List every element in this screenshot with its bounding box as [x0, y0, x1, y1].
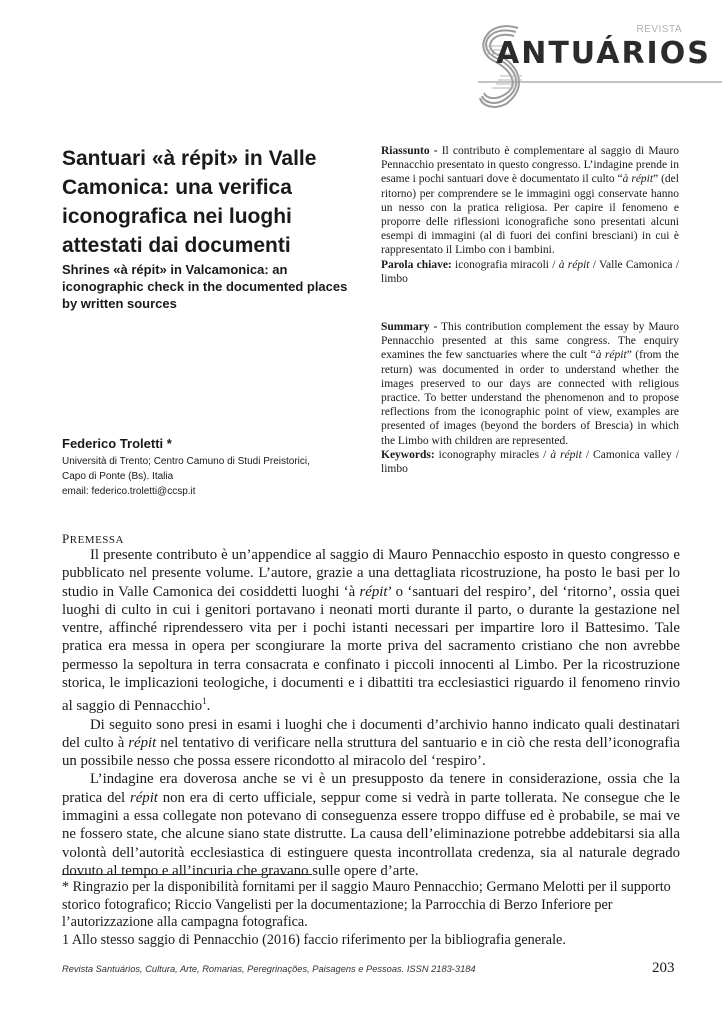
body-paragraph — [62, 770, 680, 880]
riassunto-label: Riassunto - — [381, 145, 438, 157]
abstract-text: This contribution complement the essay by Mauro Pennacchio presented at this same congress. The enquiry examines the few sanctuaries where the cult “ — [381, 321, 679, 362]
abstract-text: ” (del ritorno) per comprendere se le immagini oggi conservate hanno un nesso con la pratica religiosa. Per capire il fenomeno e proporre delle riflessioni iconografiche sono presentati alcuni esempi di immagini (al di fuori dei confini bresciani) in cui è rappresentato il Limbo con i bambini. — [381, 173, 679, 257]
text-run: Il presente contributo è un’appendice al saggio di Mauro Pennacchio esposto in questo congresso e pubblicato nel presente volume. L’autore, grazie a una dettagliata ricostruzione, ha posto le basi per lo studio in Valle Camonica dei cosiddetti luoghi ‘à — [62, 547, 680, 600]
text-italic: répit — [129, 789, 158, 806]
summary-label: Summary - — [381, 321, 438, 333]
text-run: non era di certo ufficiale, seppur come si vedrà in parte tollerata. Ne consegue che le immagini a essa collegate non potevano di conseguenza essere troppo diffuse ed è probabile, se mai ve ne fossero state, che alcune siano state distrutte. La causa dell’eliminazione potrebbe addebitarsi sia alla volontà dell’autorità ecclesiastica di estinguere questa incontrollata credenza, sia al naturale degrado dovuto al tempo e all’incuria che gravano sulle opere d’arte. — [62, 789, 680, 879]
footnote-1: 1 Allo stesso saggio di Pennacchio (2016) faccio riferimento per la bibliografia generale. — [62, 931, 566, 948]
text-italic: répit — [359, 583, 388, 600]
author-email: email: federico.troletti@ccsp.it — [62, 486, 196, 497]
section-heading — [62, 531, 124, 547]
text-run: . — [206, 698, 211, 715]
keywords-text: iconography miracles / — [434, 448, 551, 461]
keywords-label: Parola chiave: — [381, 258, 452, 271]
affiliation-line: Università di Trento; Centro Camuno di Studi Preistorici, — [62, 456, 310, 467]
logo-revista-label: REVISTA — [636, 24, 682, 35]
footnote-divider — [62, 874, 312, 875]
running-footer: Revista Santuários, Cultura, Arte, Romarias, Peregrinações, Paisagens e Pessoas. ISSN 2183-3184 — [62, 964, 476, 974]
body-text — [62, 546, 680, 880]
footnote-ref: 1 — [202, 696, 207, 707]
abstract-text: ” (from the return) was documented in order to understand whether the images preserved to our days are connected with religious practice. To better understand the phenomenon and to propose reflections from the iconographic point of view, examples are presented of images (beyond the borders of Brescia) in which the Limbo with children are represented. — [381, 349, 679, 447]
text-italic: répit — [128, 734, 157, 751]
text-run: nel tentativo di verificare nella struttura del santuario e in ciò che resta dell’iconografia un possibile nesso che possa essere ricondotto al miracolo del ‘respiro’. — [62, 734, 680, 770]
section-heading-rest: REMESSA — [69, 534, 124, 546]
section-heading-initial: P — [62, 531, 70, 546]
abstract-italian — [381, 144, 679, 286]
abstract-english — [381, 320, 679, 476]
author-affiliation — [62, 454, 342, 499]
abstract-italic: à répit — [622, 173, 654, 186]
footnotes — [62, 879, 680, 949]
keywords-text: iconografia miracoli / — [451, 258, 559, 271]
keywords-italic: à répit — [558, 258, 590, 271]
journal-logo — [478, 18, 722, 118]
affiliation-line: Capo di Ponte (Bs). Italia — [62, 471, 174, 482]
logo-wordmark: ANTUÁRIOS — [496, 36, 711, 71]
body-paragraph — [62, 716, 680, 771]
article-subtitle: Shrines «à répit» in Valcamonica: an iconographic check in the documented places by written sources — [62, 262, 348, 311]
keywords-text: / Valle Camonica / limbo — [381, 258, 679, 285]
abstract-text: Il contributo è complementare al saggio di Mauro Pennacchio presentato in questo congresso. L’indagine prende in esame i pochi santuari dove è documentato il culto “ — [381, 145, 679, 186]
body-paragraph — [62, 546, 680, 716]
keywords-text: / Camonica valley / limbo — [381, 448, 679, 476]
footnote-star: * Ringrazio per la disponibilità fornitami per il saggio Mauro Pennacchio; Germano Melotti per il supporto storico fotografico; Riccio Vangelisti per la documentazione; la Parrocchia di Berzo Inferiore per l’autorizzazione alla campagna fotografica. — [62, 879, 671, 930]
article-title: Santuari «à répit» in Valle Camonica: una verifica iconografica nei luoghi attestati dai documenti — [62, 147, 317, 257]
text-run: L’indagine era doverosa anche se vi è un presupposto da tenere in considerazione, ossia che la pratica del — [62, 771, 680, 806]
text-run: ’ o ‘santuari del respiro’, del ‘ritorno’, ossia quei luoghi di culto in cui i genitori portavano i neonati morti durante il parto, o durante la gestazione nel ventre, affinché riprendessero vita per i pochi istanti necessari per impartire loro il Battesimo. Tale pratica era messa in opera per scongiurare la morte priva del sacramento cristiano che non avrebbe permesso la sepoltura in terra consacrata e confinato i piccoli innocenti al Limbo. Per la ricostruzione storica, le implicazioni teologiche, i documenti e i dibattiti tra ecclesiastici riguardo il fenomeno rinvio al saggio di Pennacchio — [62, 583, 681, 715]
keywords-label: Keywords: — [381, 448, 435, 461]
abstract-italic: à répit — [595, 349, 627, 362]
page-number: 203 — [652, 960, 675, 976]
text-run: Di seguito sono presi in esami i luoghi che i documenti d’archivio hanno indicato quali destinatari del culto à — [62, 716, 680, 751]
keywords-italic: à répit — [550, 448, 582, 461]
author-name: Federico Troletti * — [62, 436, 172, 451]
